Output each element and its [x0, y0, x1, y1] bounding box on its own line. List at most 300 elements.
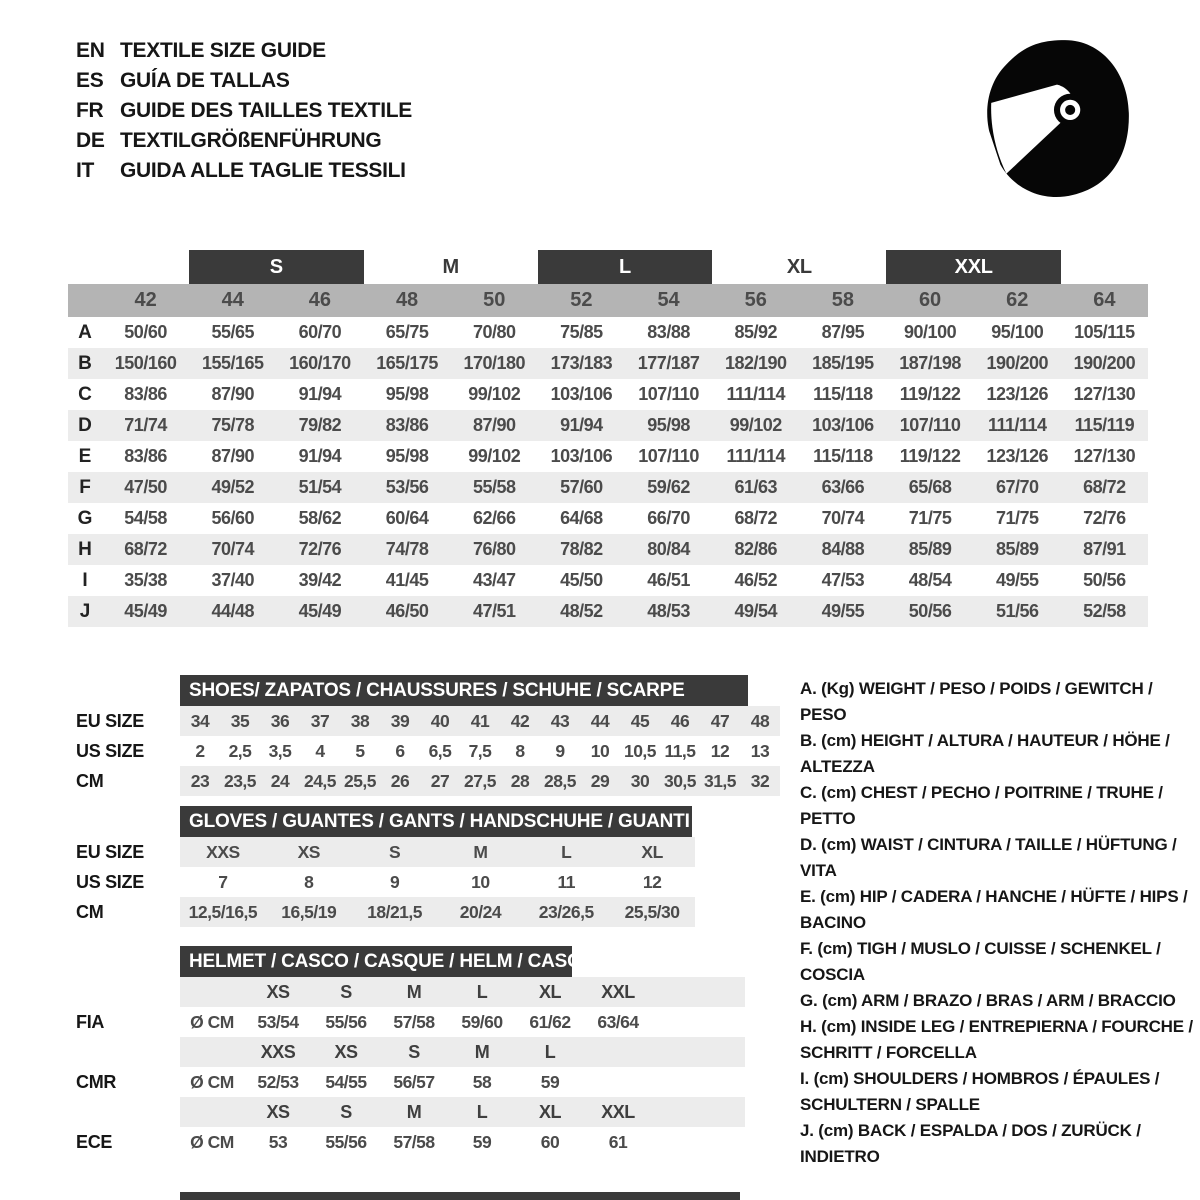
helmet-sizes [180, 1097, 745, 1127]
row-label: G [77, 507, 93, 529]
numeric-size-header: 60 [918, 289, 942, 311]
language-row [76, 66, 412, 96]
size-value-cell: 20/24 [459, 901, 502, 922]
size-value-cell: 107/110 [899, 415, 961, 435]
size-value-cell: 83/86 [124, 446, 167, 466]
shoes-values [180, 706, 780, 736]
size-value-cell: 11,5 [664, 740, 696, 761]
size-value-cell: 61/62 [529, 1011, 571, 1032]
size-value-cell: 25,5/30 [624, 901, 680, 922]
helmet-size-header: XS [334, 1041, 358, 1062]
size-value-cell: 49/54 [734, 601, 778, 621]
gloves-values [180, 867, 695, 897]
helmet-size-header: S [340, 1101, 352, 1122]
size-value-cell: 42 [510, 710, 530, 731]
size-value-cell: 30 [630, 770, 650, 791]
size-value-cell: 80/84 [647, 539, 690, 559]
size-value-cell: 53 [268, 1131, 288, 1152]
size-value-cell: 43/47 [472, 570, 516, 590]
size-value-cell: 39/42 [298, 570, 342, 590]
size-value-cell: 35/38 [124, 570, 167, 590]
language-title: GUÍA DE TALLAS [120, 69, 290, 92]
numeric-size-header: 42 [134, 289, 157, 311]
size-value-cell: 29 [590, 770, 610, 791]
size-value-cell: 46 [670, 710, 690, 731]
size-value-cell: 74/78 [385, 539, 429, 559]
size-value-cell: 160/170 [289, 353, 351, 373]
diameter-unit-label: Ø CM [190, 1071, 234, 1092]
numeric-size-header: 48 [395, 289, 419, 311]
numeric-size-header: 62 [1006, 289, 1029, 311]
helmet-size-header: XL [538, 981, 561, 1002]
numeric-size-header-row [68, 284, 1148, 317]
numeric-size-header: 52 [570, 289, 593, 311]
size-value-cell: 56/60 [211, 508, 255, 528]
size-value-cell: 66/70 [647, 508, 690, 528]
size-value-cell: 190/200 [1073, 353, 1136, 373]
size-value-cell: 52/53 [257, 1071, 299, 1092]
size-value-cell: 55/65 [211, 322, 255, 342]
size-value-cell: 103/106 [550, 446, 613, 466]
size-table-row [68, 503, 1148, 534]
size-value-cell: 4 [315, 740, 325, 761]
size-value-cell: 23,5 [223, 770, 257, 791]
size-value-cell: 47/53 [821, 570, 865, 590]
size-value-cell: 85/89 [908, 539, 952, 559]
row-label: EU SIZE [76, 710, 144, 731]
size-value-cell: 59 [540, 1071, 560, 1092]
helmet-size-header: XXS [260, 1041, 296, 1062]
size-value-cell: 58/62 [298, 508, 342, 528]
size-value-cell: 79/82 [298, 415, 342, 435]
size-value-cell: 62/66 [472, 508, 516, 528]
size-table-row [68, 565, 1148, 596]
size-value-cell: 45/50 [560, 570, 603, 590]
size-value-cell: 90/100 [904, 322, 957, 342]
size-value-cell: 71/75 [995, 508, 1039, 528]
size-value-cell: 57/60 [560, 477, 603, 497]
helmet-sizes [180, 977, 745, 1007]
size-value-cell: 13 [750, 740, 770, 761]
size-value-cell: 53/56 [385, 477, 429, 497]
size-value-cell: 48 [750, 710, 770, 731]
size-value-cell: 2 [195, 740, 205, 761]
size-value-cell: 182/190 [724, 353, 787, 373]
row-label: E [78, 445, 92, 467]
legend-item: I. (cm) SHOULDERS / HOMBROS / ÉPAULES / SCHULTERN / SPALLE [800, 1069, 1160, 1114]
numeric-size-header: 58 [831, 289, 855, 311]
size-value-cell: 65/75 [385, 322, 429, 342]
size-group-label [102, 250, 189, 284]
size-group-label: S [189, 250, 363, 284]
language-code: FR [76, 99, 104, 122]
size-value-cell: 107/110 [638, 384, 699, 404]
numeric-size-spacer [68, 284, 102, 317]
size-value-cell: 35 [230, 710, 250, 731]
gloves-values [180, 897, 695, 927]
size-value-cell: 65/68 [908, 477, 952, 497]
helmet-size-header: L [476, 981, 488, 1002]
size-value-cell: 83/88 [647, 322, 690, 342]
language-row [76, 36, 412, 66]
size-group-header-row [68, 250, 1148, 284]
size-value-cell: 87/90 [472, 415, 516, 435]
helmet-size-header: XL [538, 1101, 561, 1122]
size-value-cell: 26 [390, 770, 410, 791]
size-value-cell: 3,5 [268, 740, 292, 761]
size-value-cell: 31,5 [703, 770, 737, 791]
size-value-cell: 9 [555, 740, 565, 761]
size-value-cell: 123/126 [986, 384, 1049, 404]
size-value-cell: 7,5 [468, 740, 492, 761]
size-value-cell: 28 [510, 770, 530, 791]
legend-item: A. (Kg) WEIGHT / PESO / POIDS / GEWITCH / PESO [800, 679, 1153, 724]
row-label-spacer [68, 1097, 180, 1127]
size-value-cell: 45/49 [298, 601, 342, 621]
size-value-cell: 70/74 [211, 539, 255, 559]
size-value-cell: 48/52 [560, 601, 603, 621]
row-label-spacer [68, 977, 180, 1007]
size-table-row [68, 596, 1148, 627]
size-value-cell: 36 [270, 710, 290, 731]
numeric-size-header: 56 [744, 289, 767, 311]
size-value-cell: 48/53 [647, 601, 690, 621]
helmet-size-header: L [544, 1041, 556, 1062]
language-code: ES [76, 69, 104, 92]
diameter-unit-label: Ø CM [190, 1131, 234, 1152]
legend-item: D. (cm) WAIST / CINTURA / TAILLE / HÜFTUNG / VITA [800, 835, 1177, 880]
helmet-size-table [68, 946, 745, 1157]
legend-item: C. (cm) CHEST / PECHO / POITRINE / TRUHE / PETTO [800, 783, 1163, 828]
size-value-cell: 10 [590, 740, 610, 761]
language-row [76, 96, 412, 126]
size-value-cell: 59/62 [647, 477, 690, 497]
helmet-sizes [180, 1037, 745, 1067]
size-table-row [68, 441, 1148, 472]
textile-size-table [68, 250, 1148, 627]
helmet-section-title: HELMET / CASCO / CASQUE / HELM / CASCO [180, 946, 572, 977]
clipped-section-bar [180, 1192, 740, 1200]
size-value-cell: S [388, 841, 401, 862]
size-value-cell: 52/58 [1083, 601, 1126, 621]
size-value-cell: 49/55 [995, 570, 1039, 590]
size-value-cell: 5 [355, 740, 365, 761]
size-value-cell: 75/78 [211, 415, 255, 435]
size-value-cell: 63/64 [597, 1011, 639, 1032]
helmet-size-header: S [340, 981, 352, 1002]
size-value-cell: 177/187 [637, 353, 700, 373]
helmet-sizes-row [68, 977, 745, 1007]
size-value-cell: 41 [470, 710, 490, 731]
size-value-cell: 87/95 [821, 322, 865, 342]
size-value-cell: 53/54 [257, 1011, 299, 1032]
size-value-cell: 49/55 [821, 601, 865, 621]
size-value-cell: 44/48 [211, 601, 255, 621]
size-value-cell: 24,5 [303, 770, 337, 791]
size-value-cell: 46/52 [734, 570, 778, 590]
gloves-row [68, 867, 695, 897]
legend-item: G. (cm) ARM / BRAZO / BRAS / ARM / BRACCIO [800, 991, 1176, 1010]
helmet-values [180, 1007, 745, 1037]
size-value-cell: XXS [206, 841, 240, 862]
helmet-values-row [68, 1127, 745, 1157]
row-label: C [78, 383, 92, 405]
size-value-cell: 50/60 [124, 322, 167, 342]
size-value-cell: 111/114 [726, 384, 786, 404]
size-table-row [68, 317, 1148, 348]
size-value-cell: 56/57 [393, 1071, 435, 1092]
size-value-cell: 95/98 [647, 415, 690, 435]
row-label-spacer [68, 1037, 180, 1067]
size-value-cell: 71/75 [908, 508, 952, 528]
size-group-label: M [442, 255, 459, 278]
language-code: DE [76, 129, 105, 152]
numeric-size-header: 46 [308, 289, 332, 311]
size-value-cell: 63/66 [821, 477, 865, 497]
row-label: CM [76, 770, 104, 791]
size-value-cell: 30,5 [663, 770, 697, 791]
size-value-cell: 54/58 [124, 508, 167, 528]
size-value-cell: 68/72 [1083, 477, 1126, 497]
size-value-cell: 49/52 [211, 477, 255, 497]
size-value-cell: XS [297, 841, 320, 862]
size-value-cell: 67/70 [995, 477, 1039, 497]
size-value-cell: 127/130 [1073, 384, 1136, 404]
size-value-cell: 95/98 [385, 384, 429, 404]
size-value-cell: 68/72 [734, 508, 778, 528]
size-value-cell: 61/63 [734, 477, 778, 497]
size-value-cell: 41/45 [385, 570, 429, 590]
size-value-cell: 173/183 [550, 353, 613, 373]
size-value-cell: 45/49 [124, 601, 167, 621]
helmet-values-row [68, 1067, 745, 1097]
helmet-size-header: XS [266, 981, 290, 1002]
helmet-values-row [68, 1007, 745, 1037]
size-value-cell: 24 [270, 770, 290, 791]
size-table-row [68, 472, 1148, 503]
language-title: GUIDA ALLE TAGLIE TESSILI [120, 159, 406, 182]
size-table-row [68, 379, 1148, 410]
size-value-cell: 60/70 [298, 322, 342, 342]
size-value-cell: 72/76 [298, 539, 342, 559]
size-value-cell: 76/80 [472, 539, 516, 559]
size-value-cell: 45 [630, 710, 650, 731]
helmet-sizes-row [68, 1097, 745, 1127]
row-label: US SIZE [76, 740, 144, 761]
helmet-size-header: S [408, 1041, 420, 1062]
row-label: B [78, 352, 92, 374]
helmet-size-header: XXL [601, 1101, 635, 1122]
size-group-spacer [68, 250, 102, 284]
size-value-cell: 103/106 [550, 384, 613, 404]
size-value-cell: 8 [515, 740, 525, 761]
size-value-cell: 78/82 [560, 539, 603, 559]
size-value-cell: 51/54 [298, 477, 342, 497]
size-value-cell: 123/126 [986, 446, 1049, 466]
racing-helmet-icon [973, 32, 1141, 204]
size-value-cell: 43 [550, 710, 570, 731]
gloves-row [68, 897, 695, 927]
size-value-cell: 87/91 [1083, 539, 1126, 559]
size-value-cell: 55/58 [472, 477, 516, 497]
size-value-cell: 18/21,5 [367, 901, 423, 922]
size-value-cell: 68/72 [124, 539, 167, 559]
size-value-cell: 60/64 [385, 508, 429, 528]
size-value-cell: 44 [590, 710, 610, 731]
size-value-cell: 23/26,5 [538, 901, 594, 922]
size-value-cell: 12,5/16,5 [188, 901, 258, 922]
size-table-row [68, 534, 1148, 565]
diameter-unit-label: Ø CM [190, 1011, 234, 1032]
size-value-cell: 91/94 [298, 446, 342, 466]
helmet-values [180, 1127, 745, 1157]
size-value-cell: 87/90 [211, 446, 255, 466]
row-label: EU SIZE [76, 841, 144, 862]
size-value-cell: 10,5 [623, 740, 657, 761]
language-row [76, 156, 412, 186]
size-value-cell: 115/118 [813, 384, 873, 404]
size-value-cell: 54/55 [325, 1071, 367, 1092]
size-value-cell: 12 [710, 740, 730, 761]
size-value-cell: 103/106 [812, 415, 874, 435]
size-value-cell: 34 [190, 710, 210, 731]
shoes-size-table [68, 675, 780, 796]
legend-item: E. (cm) HIP / CADERA / HANCHE / HÜFTE / HIPS / BACINO [800, 887, 1188, 932]
size-value-cell: 64/68 [560, 508, 603, 528]
size-value-cell: 48/54 [908, 570, 952, 590]
size-value-cell: 27,5 [463, 770, 497, 791]
row-label: D [78, 414, 92, 436]
size-value-cell: 37 [310, 710, 330, 731]
shoes-values [180, 766, 780, 796]
size-group-label: XL [786, 255, 812, 278]
size-value-cell: 47 [710, 710, 730, 731]
size-value-cell: 99/102 [468, 446, 521, 466]
measurement-legend [800, 676, 1200, 1170]
size-value-cell: 11 [557, 871, 575, 892]
gloves-values [180, 837, 695, 867]
size-value-cell: 57/58 [393, 1011, 435, 1032]
size-value-cell: 170/180 [463, 353, 526, 373]
helmet-size-header: XS [266, 1101, 290, 1122]
size-value-cell: 165/175 [376, 353, 438, 373]
size-value-cell: 115/118 [813, 446, 873, 466]
helmet-sizes-row [68, 1037, 745, 1067]
size-value-cell: 84/88 [821, 539, 865, 559]
legend-item: H. (cm) INSIDE LEG / ENTREPIERNA / FOURCHE / SCHRITT / FORCELLA [800, 1017, 1193, 1062]
size-group-label [1061, 250, 1148, 284]
numeric-size-header: 64 [1093, 289, 1116, 311]
row-label: CM [76, 901, 104, 922]
language-title: TEXTILE SIZE GUIDE [120, 39, 326, 62]
size-value-cell: 46/50 [385, 601, 429, 621]
size-value-cell: 91/94 [560, 415, 603, 435]
size-value-cell: 187/198 [899, 353, 961, 373]
language-list [76, 36, 412, 186]
size-value-cell: 6,5 [428, 740, 452, 761]
size-value-cell: 58 [472, 1071, 492, 1092]
size-value-cell: L [561, 841, 572, 862]
row-label: H [78, 538, 92, 560]
size-value-cell: 57/58 [393, 1131, 435, 1152]
helmet-values [180, 1067, 745, 1097]
row-label: I [82, 569, 88, 591]
size-value-cell: 87/90 [211, 384, 255, 404]
size-value-cell: 12 [642, 871, 662, 892]
size-value-cell: 47/51 [472, 601, 516, 621]
size-table-row [68, 348, 1148, 379]
helmet-size-header: M [406, 981, 422, 1002]
helmet-size-header: M [474, 1041, 490, 1062]
numeric-size-header: 44 [221, 289, 244, 311]
standard-label: CMR [76, 1071, 117, 1092]
size-value-cell: 38 [350, 710, 370, 731]
numeric-size-header: 50 [483, 289, 506, 311]
language-row [76, 126, 412, 156]
size-value-cell: 25,5 [343, 770, 377, 791]
size-value-cell: 119/122 [899, 446, 961, 466]
size-value-cell: 91/94 [298, 384, 342, 404]
visor-pivot-center [1065, 105, 1075, 115]
size-value-cell: 70/80 [472, 322, 516, 342]
size-value-cell: 61 [608, 1131, 628, 1152]
size-value-cell: 6 [395, 740, 405, 761]
size-value-cell: 40 [430, 710, 450, 731]
size-value-cell: 83/86 [385, 415, 429, 435]
language-title: GUIDE DES TAILLES TEXTILE [120, 99, 412, 122]
shoes-row [68, 736, 780, 766]
shoes-row [68, 706, 780, 736]
language-code: IT [76, 159, 95, 182]
size-value-cell: 16,5/19 [281, 901, 337, 922]
size-value-cell: 127/130 [1073, 446, 1136, 466]
helmet-size-header: XXL [601, 981, 635, 1002]
size-value-cell: 85/92 [734, 322, 778, 342]
size-value-cell: 39 [390, 710, 410, 731]
helmet-size-header: M [406, 1101, 422, 1122]
size-value-cell: 59 [472, 1131, 492, 1152]
size-value-cell: 115/119 [1074, 415, 1135, 435]
size-value-cell: 70/74 [821, 508, 865, 528]
size-group-label: XXL [886, 250, 1060, 284]
size-value-cell: 27 [430, 770, 450, 791]
standard-label: FIA [76, 1011, 105, 1032]
standard-label: ECE [76, 1131, 113, 1152]
size-value-cell: 185/195 [812, 353, 874, 373]
size-value-cell: 111/114 [726, 446, 786, 466]
size-value-cell: 32 [750, 770, 770, 791]
size-table-row [68, 410, 1148, 441]
size-value-cell: 111/114 [987, 415, 1047, 435]
size-value-cell: 190/200 [986, 353, 1049, 373]
shoes-section-title: SHOES/ ZAPATOS / CHAUSSURES / SCHUHE / SCARPE [180, 675, 748, 706]
size-value-cell: 75/85 [560, 322, 603, 342]
language-title: TEXTILGRÖßENFÜHRUNG [120, 129, 382, 152]
size-value-cell: 107/110 [638, 446, 699, 466]
size-value-cell: 50/56 [1083, 570, 1126, 590]
gloves-row [68, 837, 695, 867]
shoes-values [180, 736, 780, 766]
size-value-cell: 7 [218, 871, 228, 892]
size-value-cell: 46/51 [647, 570, 690, 590]
gloves-section-title: GLOVES / GUANTES / GANTS / HANDSCHUHE / GUANTI [180, 806, 692, 837]
size-group-label: L [538, 250, 712, 284]
row-label: J [79, 600, 91, 622]
size-value-cell: 23 [190, 770, 210, 791]
size-value-cell: 95/100 [991, 322, 1044, 342]
language-code: EN [76, 39, 105, 62]
size-value-cell: 37/40 [211, 570, 255, 590]
